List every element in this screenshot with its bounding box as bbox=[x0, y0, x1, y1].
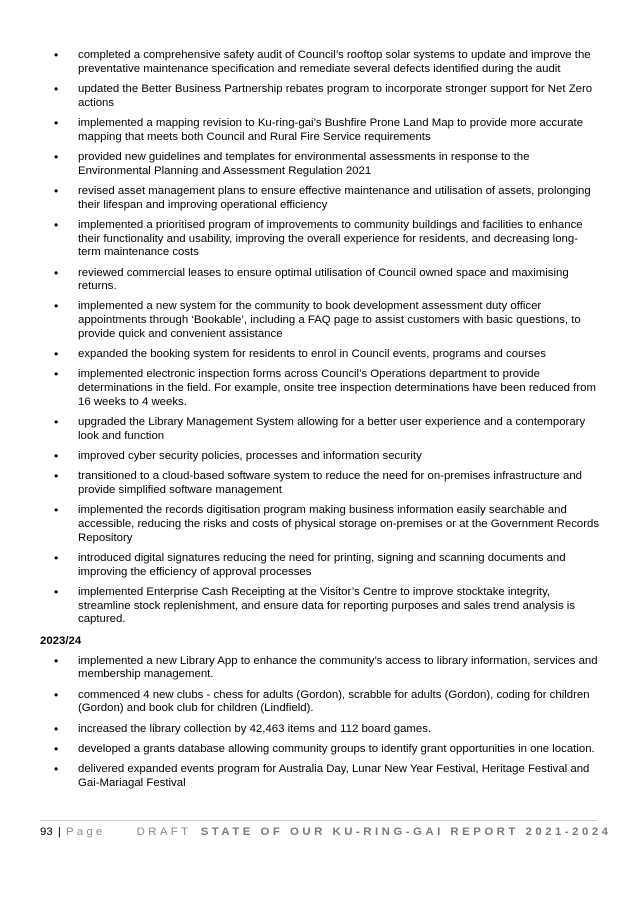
list-item: • provided new guidelines and templates for environmental assessments in response to the Environmental Planning and Assessment Regulation 2021 bbox=[40, 151, 600, 178]
draft-label: DRAFT bbox=[136, 826, 192, 838]
list-item: • updated the Better Business Partnership rebates program to incorporate stronger support for Net Zero actions bbox=[40, 83, 600, 110]
list-item: • upgraded the Library Management System allowing for a better user experience and a contemporary look and function bbox=[40, 416, 600, 443]
list-item: • revised asset management plans to ensure effective maintenance and utilisation of assets, prolonging their lifespan and improving operational efficiency bbox=[40, 185, 600, 212]
page-number: 93 bbox=[40, 826, 53, 838]
list-item: • increased the library collection by 42,463 items and 112 board games. bbox=[40, 723, 600, 737]
list-item: • introduced digital signatures reducing the need for printing, signing and scanning documents and improving the efficiency of approval processes bbox=[40, 552, 600, 579]
list-item: • implemented Enterprise Cash Receipting at the Visitor’s Centre to improve stocktake integrity, streamline stock replenishment, and ensure data for reporting purposes and sales trend analysis is captured. bbox=[40, 586, 600, 627]
list-item: • implemented a mapping revision to Ku-ring-gai’s Bushfire Prone Land Map to provide more accurate mapping that meets both Council and Rural Fire Service requirements bbox=[40, 117, 600, 144]
page-footer bbox=[40, 820, 612, 839]
list-item: • improved cyber security policies, processes and information security bbox=[40, 450, 600, 464]
list-item: • expanded the booking system for residents to enrol in Council events, programs and courses bbox=[40, 348, 600, 362]
list-item: • completed a comprehensive safety audit of Council’s rooftop solar systems to update and improve the preventative maintenance specification and remediate several defects identified during the audit bbox=[40, 49, 600, 76]
list-item: • reviewed commercial leases to ensure optimal utilisation of Council owned space and maximising returns. bbox=[40, 267, 600, 294]
achievements-list-2023-24 bbox=[40, 655, 600, 791]
footer-separator: | bbox=[57, 826, 61, 838]
list-item: • commenced 4 new clubs - chess for adults (Gordon), scrabble for adults (Gordon), coding for children (Gordon) and book club for children (Lindfield). bbox=[40, 689, 600, 716]
document-body bbox=[40, 49, 600, 797]
achievements-list bbox=[40, 49, 600, 627]
list-item: • delivered expanded events program for Australia Day, Lunar New Year Festival, Heritage Festival and Gai-Mariagal Festival bbox=[40, 763, 600, 790]
list-item: • implemented the records digitisation program making business information easily searchable and accessible, reducing the risks and costs of physical storage on-premises or at the Government Records Repository bbox=[40, 504, 600, 545]
list-item: • implemented a prioritised program of improvements to community buildings and facilities to enhance their functionality and usability, improving the overall experience for residents, and decreasing long-term maintenance costs bbox=[40, 219, 600, 260]
list-item: • developed a grants database allowing community groups to identify grant opportunities in one location. bbox=[40, 743, 600, 757]
section-heading-2023-24: 2023/24 bbox=[40, 634, 82, 647]
list-item: • implemented a new Library App to enhance the community’s access to library information, services and membership management. bbox=[40, 655, 600, 682]
list-item: • implemented electronic inspection forms across Council’s Operations department to provide determinations in the field. For example, onsite tree inspection determinations have been reduced from 16 weeks to 4 weeks. bbox=[40, 368, 600, 409]
report-title: STATE OF OUR KU-RING-GAI REPORT 2021-2024 bbox=[200, 826, 612, 838]
list-item: • implemented a new system for the community to book development assessment duty officer appointments through ‘Bookable’, including a FAQ page to assist customers with basic questions, to provide quick and convenient assistance bbox=[40, 300, 600, 341]
list-item: • transitioned to a cloud-based software system to reduce the need for on-premises infrastructure and provide simplified software management bbox=[40, 470, 600, 497]
page-word: Page bbox=[65, 826, 106, 838]
